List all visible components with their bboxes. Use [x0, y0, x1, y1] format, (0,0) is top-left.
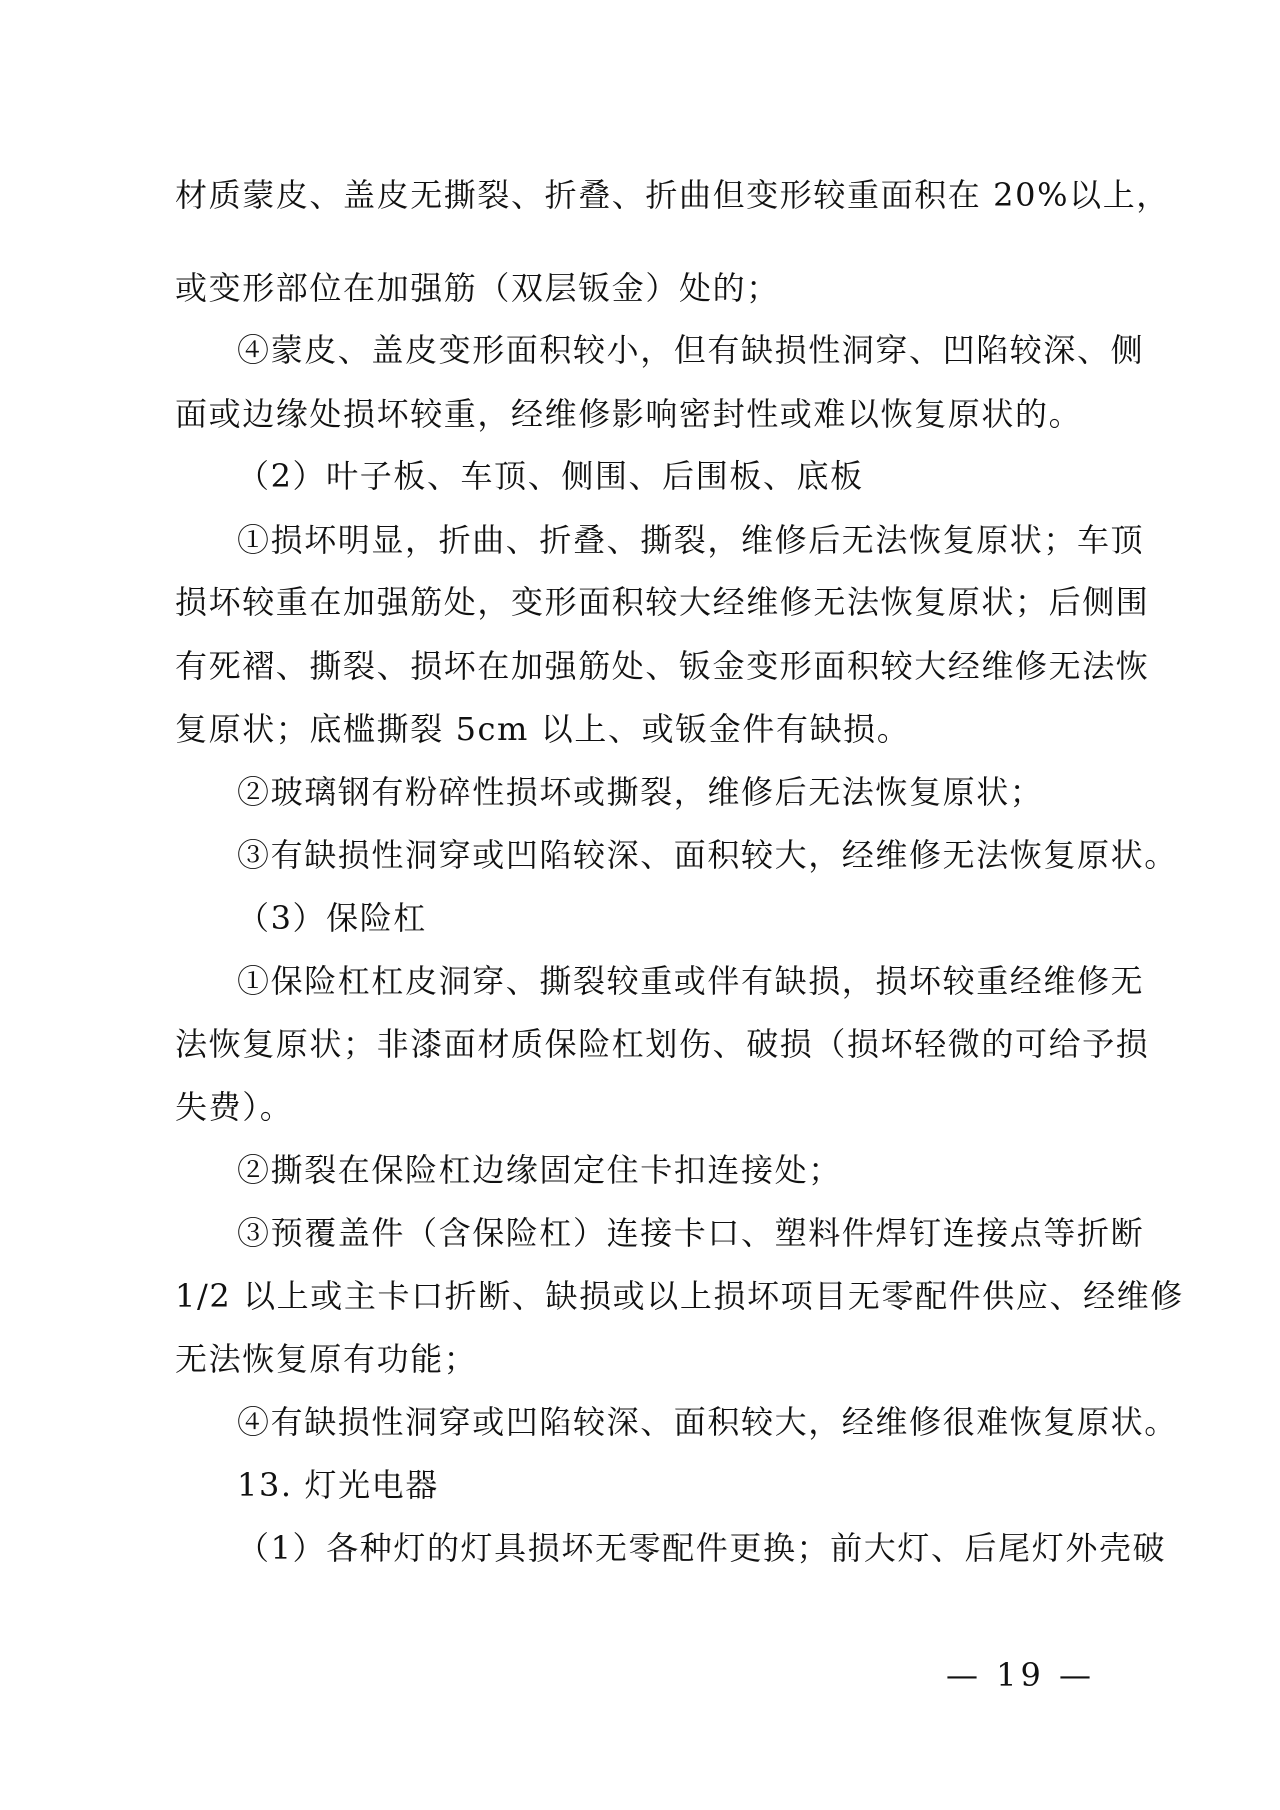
paragraph-line: 1/2 以上或主卡口折断、缺损或以上损坏项目无零配件供应、经维修: [175, 1277, 1184, 1315]
paragraph-line: 材质蒙皮、盖皮无撕裂、折叠、折曲但变形较重面积在 20%以上，: [175, 176, 1170, 214]
paragraph-line: 无法恢复原有功能；: [175, 1340, 478, 1378]
paragraph-line: 失费）。: [175, 1088, 294, 1126]
paragraph-line: ②玻璃钢有粉碎性损坏或撕裂，维修后无法恢复原状；: [237, 773, 1044, 811]
paragraph-line: 复原状；底槛撕裂 5cm 以上、或钣金件有缺损。: [175, 710, 911, 748]
paragraph-line: ④有缺损性洞穿或凹陷较深、面积较大，经维修很难恢复原状。: [237, 1403, 1178, 1441]
paragraph-line: ③有缺损性洞穿或凹陷较深、面积较大，经维修无法恢复原状。: [237, 836, 1178, 874]
paragraph-line: 或变形部位在加强筋（双层钣金）处的；: [175, 269, 780, 307]
paragraph-line: 面或边缘处损坏较重，经维修影响密封性或难以恢复原状的。: [175, 395, 1083, 433]
paragraph-line: （1）各种灯的灯具损坏无零配件更换；前大灯、后尾灯外壳破: [237, 1529, 1167, 1567]
paragraph-line: 法恢复原状；非漆面材质保险杠划伤、破损（损坏轻微的可给予损: [175, 1025, 1150, 1063]
paragraph-line: ①损坏明显，折曲、折叠、撕裂，维修后无法恢复原状；车顶: [237, 521, 1145, 559]
section-heading: （2）叶子板、车顶、侧围、后围板、底板: [237, 457, 864, 495]
paragraph-line: ④蒙皮、盖皮变形面积较小，但有缺损性洞穿、凹陷较深、侧: [237, 331, 1145, 369]
paragraph-line: 有死褶、撕裂、损坏在加强筋处、钣金变形面积较大经维修无法恢: [175, 647, 1150, 685]
paragraph-line: ②撕裂在保险杠边缘固定住卡扣连接处；: [237, 1151, 842, 1189]
page-number: — 19 —: [945, 1656, 1095, 1694]
section-heading: （3）保险杠: [237, 899, 427, 937]
paragraph-line: ③预覆盖件（含保险杠）连接卡口、塑料件焊钉连接点等折断: [237, 1214, 1145, 1252]
paragraph-line: ①保险杠杠皮洞穿、撕裂较重或伴有缺损，损坏较重经维修无: [237, 962, 1145, 1000]
section-heading: 13. 灯光电器: [237, 1466, 439, 1504]
paragraph-line: 损坏较重在加强筋处，变形面积较大经维修无法恢复原状；后侧围: [175, 583, 1150, 621]
